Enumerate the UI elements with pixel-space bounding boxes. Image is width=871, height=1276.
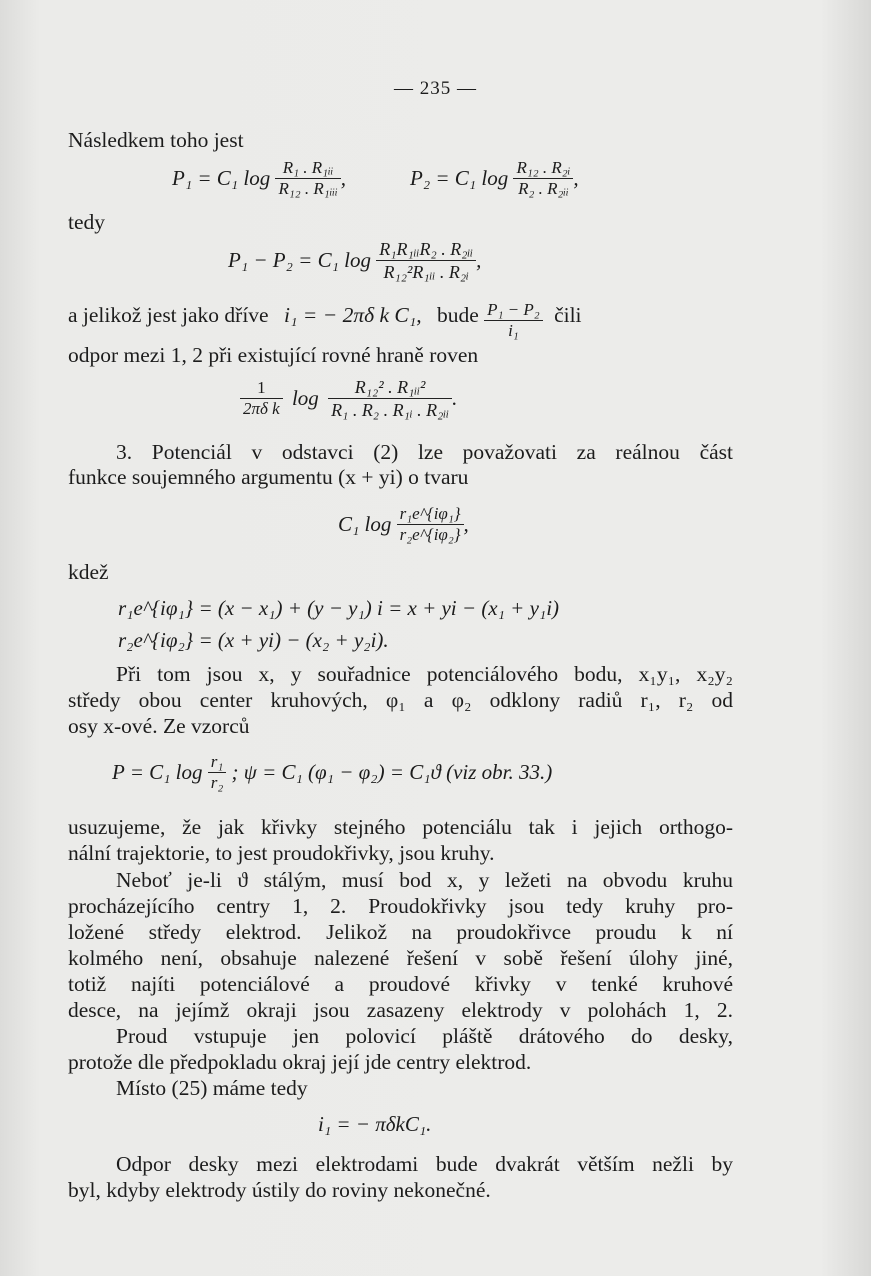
equation-potential <box>112 752 552 793</box>
equation-resistance: $\frac{1}{\text{2πδ k}}$ log $\frac{\text{R₁₂² . R₁ᵢᵢ²}}{\text{R₁ . R₂ . R₁ᵢ . R₂ᵢᵢ}}$ . <box>240 376 457 421</box>
paragraph-6-line-4: kolmého není, obsahuje nalezené řešení v sobě řešení úlohy jiné, <box>68 946 733 970</box>
equation-p2-lhs: P₂ = C₁ log <box>410 166 509 190</box>
equation-current: i₁ = − πδkC₁. <box>318 1112 432 1136</box>
jelikoz-current: i₁ = − 2πδ k C₁, <box>283 303 422 327</box>
equation-complex-log-den: r₂e^{iφ₂} <box>399 525 461 544</box>
paragraph-3-line-1: 3. Potenciál v odstavci (2) lze považovati za reálnou část <box>116 440 733 464</box>
paragraph-6-line-1: Neboť je-li ϑ stálým, musí bod x, y ležeti na obvodu kruhu <box>116 868 733 892</box>
paragraph-5-line-2: nální trajektorie, to jest proudokřivky, jsou kruhy. <box>68 841 495 865</box>
equation-resistance-den: R₁ . R₂ . R₁ᵢ . R₂ᵢᵢ <box>331 400 450 420</box>
equation-resistance-coef-den: 2πδ k <box>243 399 280 418</box>
paragraph-4-line-3: osy x-ové. Ze vzorců <box>68 714 250 738</box>
equation-potential-den: r₂ <box>210 773 224 792</box>
equation-r2: r₂e^{iφ₂} = (x + yi) − (x₂ + y₂i). <box>118 628 389 652</box>
paragraph-6-line-2: procházejícího centry 1, 2. Proudokřivky jsou tedy kruhy pro- <box>68 894 733 918</box>
equation-difference-lhs: P₁ − P₂ = C₁ log <box>228 248 371 272</box>
equation-r1: r₁e^{iφ₁} = (x − x₁) + (y − y₁) i = x + yi − (x₁ + y₁i) <box>118 596 560 620</box>
page-number: — 235 — <box>394 78 477 99</box>
paragraph-4-line-1: Při tom jsou x, y souřadnice potenciálového bodu, x₁y₁, x₂y₂ <box>116 662 733 686</box>
paragraph-9-line-2: byl, kdyby elektrody ústily do roviny nekonečné. <box>68 1178 491 1202</box>
paragraph-3-line-2: funkce soujemného argumentu (x + yi) o tvaru <box>68 465 469 489</box>
odpor-line: odpor mezi 1, 2 při existující rovné hraně roven <box>68 343 479 367</box>
equation-difference-num: R₁R₁ᵢᵢR₂ . R₂ᵢᵢ <box>376 238 476 261</box>
equation-complex-log-lhs: C₁ log <box>338 512 392 536</box>
paragraph-6-line-3: ložené středy elektrod. Jelikož na proudokřivce proudu k ní <box>68 920 733 944</box>
jelikoz-fraction-den: i₁ <box>508 321 519 340</box>
equation-potential-lhs: P = C₁ log <box>112 760 203 784</box>
equation-potential-num: r₁ <box>208 752 227 773</box>
equation-p1: P₁ = C₁ log $\frac{\text{R₁ . R₁ᵢᵢ}}{\text{R₁₂ . R₁ᵢᵢᵢ}}$ , <box>172 158 347 198</box>
paragraph-8: Místo (25) máme tedy <box>116 1076 308 1100</box>
paragraph-9-line-1: Odpor desky mezi elektrodami bude dvakrát větším nežli by <box>116 1152 733 1176</box>
equation-resistance-num: R₁₂² . R₁ᵢᵢ² <box>328 376 452 399</box>
paragraph-6-line-6: desce, na jejímž okraji jsou zasazeny elektrody v polohách 1, 2. <box>68 998 733 1022</box>
equation-p1-den: R₁₂ . R₁ᵢᵢᵢ <box>278 179 338 198</box>
equation-p1-num: R₁ . R₁ᵢᵢ <box>275 158 340 179</box>
jelikoz-fraction-num: P₁ − P₂ <box>484 300 543 321</box>
paragraph-7-line-1: Proud vstupuje jen polovicí pláště drátového do desky, <box>116 1024 733 1048</box>
paragraph-5-line-1: usuzujeme, že jak křivky stejného potenciálu tak i jejich orthogo- <box>68 815 733 839</box>
jelikoz-line <box>68 300 738 341</box>
intro-line: Následkem toho jest <box>68 128 244 152</box>
equation-p2-num: R₁₂ . R₂ᵢ <box>513 158 573 179</box>
equation-difference-den: R₁₂²R₁ᵢᵢ . R₂ᵢ <box>383 262 469 282</box>
equation-resistance-coef-num: 1 <box>240 378 283 399</box>
tedy-label: tedy <box>68 210 106 234</box>
equation-complex-log: C₁ log $\frac{\text{r₁e\textasciicircum{}\{iφ₁\}}}{\text{r₂e\textasciicircum{}\{iφ₂\}}}$ , <box>338 504 469 544</box>
jelikoz-text: a jelikož jest jako dříve <box>68 303 269 327</box>
equation-resistance-log: log <box>291 386 319 410</box>
equation-p1-lhs: P₁ = C₁ log <box>172 166 271 190</box>
equation-complex-log-num: r₁e^{iφ₁} <box>397 504 464 525</box>
paragraph-6-line-5: totiž najíti potenciálové a proudové křivky v tenké kruhové <box>68 972 733 996</box>
equation-p2-den: R₂ . R₂ᵢᵢ <box>518 179 569 198</box>
equation-difference: P₁ − P₂ = C₁ log $\frac{\text{R₁R₁ᵢᵢR₂ . R₂ᵢᵢ}}{\text{R₁₂²R₁ᵢᵢ . R₂ᵢ}}$ , <box>228 239 482 282</box>
jelikoz-cili: čili <box>554 303 582 327</box>
kdez-label: kdež <box>68 560 109 584</box>
equation-potential-rhs: ; ψ = C₁ (φ₁ − φ₂) = C₁ϑ (viz obr. 33.) <box>231 760 553 784</box>
paragraph-7-line-2: protože dle předpokladu okraj její jde centry elektrod. <box>68 1050 532 1074</box>
jelikoz-bude: bude <box>436 303 479 327</box>
paragraph-4-line-2: středy obou center kruhových, φ₁ a φ₂ odklony radiů r₁, r₂ od <box>68 688 733 712</box>
equation-p2: P₂ = C₁ log $\frac{\text{R₁₂ . R₂ᵢ}}{\text{R₂ . R₂ᵢᵢ}}$ , <box>410 158 579 198</box>
